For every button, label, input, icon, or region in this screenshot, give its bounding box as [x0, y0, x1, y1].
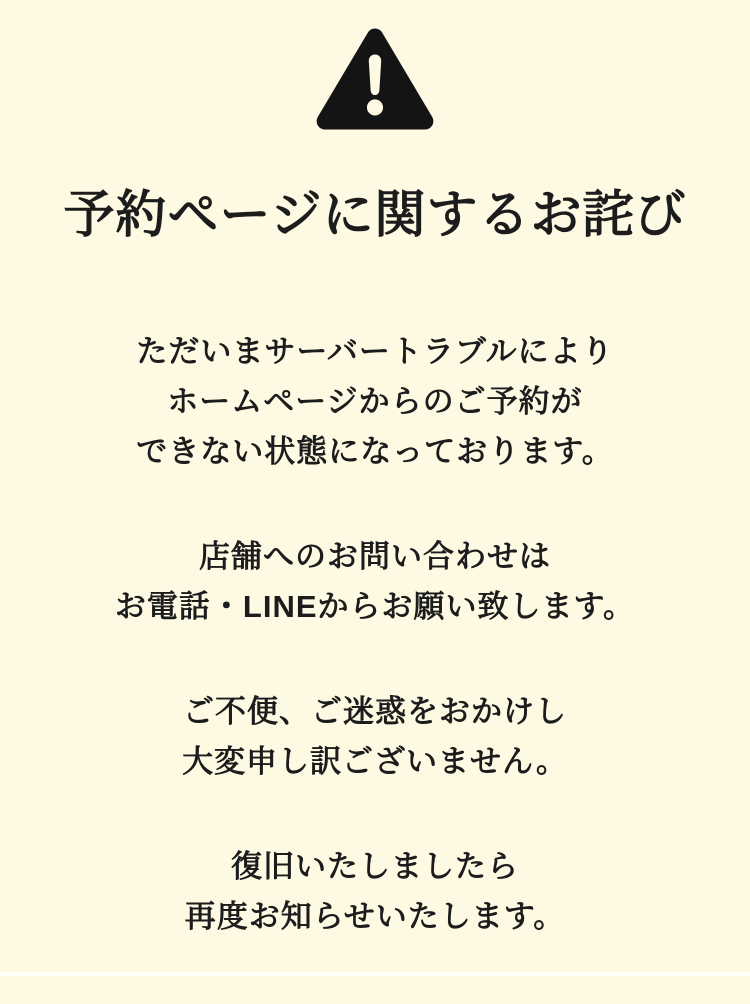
notice-paragraph-server-trouble	[0, 327, 750, 477]
notice-line: 再度お知らせいたします。	[185, 899, 566, 934]
notice-paragraph-apology	[0, 687, 750, 787]
page-bottom-edge	[0, 972, 750, 976]
notice-line: 大変申し訳ございません。	[182, 744, 568, 779]
page-title: 予約ページに関するお詫び	[0, 186, 750, 245]
notice-paragraph-contact	[0, 532, 750, 632]
notice-paragraph-restoration	[0, 842, 750, 942]
notice-page	[0, 28, 750, 1004]
notice-line: 店舗へのお問い合わせは	[199, 539, 551, 574]
notice-line: ただいまサーバートラブルにより	[136, 334, 613, 369]
notice-line: できない状態になっております。	[136, 434, 614, 469]
notice-line: ホームページからのご予約が	[167, 384, 582, 419]
notice-line: お電話・LINEからお願い致します。	[115, 589, 635, 624]
notice-line: ご不便、ご迷惑をおかけし	[183, 694, 567, 729]
notice-line: 復旧いたしましたら	[231, 849, 519, 884]
warning-triangle-icon	[316, 28, 434, 130]
notice-body	[0, 327, 750, 942]
